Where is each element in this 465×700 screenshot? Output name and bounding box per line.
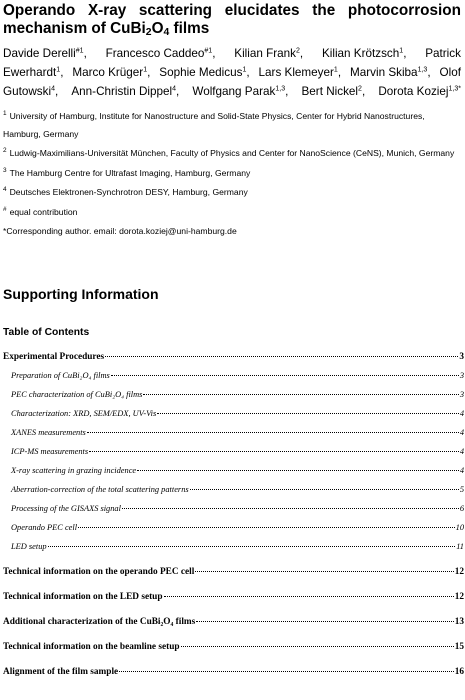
toc-page-number: 5 [459, 485, 464, 494]
toc-leader-dots [87, 432, 459, 433]
paper-title [3, 2, 461, 38]
author-affiliation-mark: 1,3 [275, 85, 286, 93]
toc-entry-title: Aberration-correction of the total scattering patterns [11, 485, 189, 494]
toc-entry-title: X-ray scattering in grazing incidence [11, 466, 137, 475]
affiliation-text: The Hamburg Centre for Ultrafast Imaging, Hamburg, Germany [9, 167, 251, 178]
author-separator: , [299, 47, 304, 60]
toc-entry[interactable] [3, 617, 464, 636]
toc-entry-title: ICP-MS measurements [11, 447, 89, 456]
author [322, 44, 406, 63]
corresponding-author: *Corresponding author. email: dorota.koziej@uni-hamburg.de [3, 226, 237, 236]
author-separator: , [147, 66, 151, 79]
author-name: Kilian Krötzsch [321, 47, 400, 60]
toc-page-number: 3 [459, 390, 464, 399]
author-line [3, 44, 461, 63]
author-affiliation-mark: 1 [56, 66, 61, 74]
author [302, 82, 366, 101]
title-text: mechanism of CuBi [3, 20, 146, 37]
title-subscript: 2 [145, 27, 152, 39]
author-name: Marvin Skiba [350, 66, 418, 79]
author-line [3, 63, 461, 82]
toc-page-number: 12 [454, 592, 464, 602]
toc-entry[interactable] [3, 466, 464, 485]
author-line [3, 82, 461, 101]
toc-entry[interactable] [3, 504, 464, 523]
toc-entry-title: Technical information on the operando PEC cell [3, 567, 195, 577]
author-name: Patrick [425, 47, 461, 60]
affiliation-number: 1 [3, 110, 7, 118]
toc-entry[interactable] [3, 409, 464, 428]
title-word: scattering [138, 2, 213, 19]
author [72, 63, 150, 82]
equal-text: equal contribution [9, 206, 78, 217]
author-separator: , [337, 66, 342, 79]
toc-leader-dots [196, 621, 453, 622]
toc-page-number: 12 [454, 567, 464, 577]
toc-entry[interactable] [3, 567, 464, 586]
affiliation-text: Ludwig-Maximilians-Universität München, Faculty of Physics and Center for NanoScience (CeNS), Munich, Germany [9, 148, 455, 158]
author-affiliation-mark: 4 [172, 85, 176, 93]
equal-mark: # [3, 205, 7, 213]
toc-entry[interactable] [3, 592, 464, 611]
toc-page-number: 3 [459, 352, 464, 362]
table-of-contents [3, 352, 464, 686]
author-separator: , [403, 47, 407, 60]
title-word: elucidates [224, 2, 300, 19]
toc-entry-title: Experimental Procedures [3, 352, 105, 362]
affiliation-list [3, 108, 461, 202]
author-name: Ewerhardt [3, 66, 57, 79]
author-affiliation-mark: 1,3 [417, 66, 428, 74]
affiliation-text: Deutsches Elektronen-Synchrotron DESY, Hamburg, Germany [9, 187, 248, 197]
author-affiliation-mark: 1 [399, 47, 404, 55]
toc-leader-dots [111, 375, 459, 376]
toc-entry-title: Additional characterization of the CuBi₂O₄ films [3, 617, 196, 627]
author-separator: , [427, 66, 431, 79]
title-word: the [312, 2, 336, 19]
author-separator: , [212, 47, 216, 60]
toc-entry[interactable] [3, 542, 464, 561]
toc-page-number: 4 [459, 447, 464, 456]
author-affiliation-mark: 1 [242, 66, 247, 74]
author [106, 44, 216, 63]
author [440, 63, 461, 82]
toc-leader-dots [89, 451, 459, 452]
toc-page-number: 6 [459, 504, 464, 513]
author [350, 63, 431, 82]
toc-entry-title: Preparation of CuBi₂O₄ films [11, 371, 110, 380]
author-name: Bert Nickel [301, 85, 359, 98]
toc-page-number: 3 [459, 371, 464, 380]
toc-page-number: 4 [459, 409, 464, 418]
toc-leader-dots [105, 356, 458, 357]
author-name: Francesco Caddeo [105, 47, 205, 60]
toc-entry[interactable] [3, 352, 464, 371]
author-name: Olof [439, 66, 461, 79]
author-name: Gutowski [3, 85, 52, 98]
toc-entry-title: Alignment of the film sample [3, 667, 119, 677]
toc-entry-title: Operando PEC cell [11, 523, 78, 532]
toc-leader-dots [181, 646, 454, 647]
affiliation-text: University of Hamburg, Institute for Nanostructure and Solid-State Physics, Center for Hybrid Nanostructures, Hamburg, Germany [3, 111, 425, 139]
author-separator: , [83, 47, 87, 60]
author-affiliation-mark: 1 [143, 66, 148, 74]
toc-entry-title: Technical information on the LED setup [3, 592, 163, 602]
affiliation-number: 2 [3, 147, 7, 155]
author-affiliation-mark: 1 [333, 66, 338, 74]
author-affiliation-mark: 4 [51, 85, 55, 93]
author-affiliation-mark: #1 [75, 47, 84, 55]
affiliation [3, 145, 461, 163]
toc-page-number: 13 [454, 617, 464, 627]
author [234, 44, 303, 63]
author-name: Sophie Medicus [159, 66, 243, 79]
author-separator: , [175, 85, 180, 98]
author-name: Lars Klemeyer [258, 66, 334, 79]
title-line-1 [3, 2, 461, 20]
affiliations [3, 108, 461, 243]
toc-page-number: 4 [459, 428, 464, 437]
author-affiliation-mark: 1,3* [448, 85, 461, 93]
author-name: Wolfgang Parak [192, 85, 276, 98]
toc-page-number: 10 [455, 523, 464, 532]
author-separator: , [246, 66, 250, 79]
author [378, 82, 461, 101]
title-word: X-ray [87, 2, 127, 19]
toc-entry[interactable] [3, 447, 464, 466]
title-word: Operando [3, 2, 76, 19]
toc-entry[interactable] [3, 390, 464, 409]
author-affiliation-mark: 2 [358, 85, 362, 93]
toc-page-number: 11 [456, 542, 464, 551]
toc-entry[interactable] [3, 485, 464, 504]
author [259, 63, 342, 82]
author-list [3, 44, 461, 101]
author-separator: , [60, 66, 64, 79]
toc-heading: Table of Contents [3, 327, 90, 338]
author-name: Davide Derelli [3, 47, 76, 60]
author [71, 82, 179, 101]
author-affiliation-mark: #1 [204, 47, 213, 55]
title-text: O [151, 20, 164, 37]
toc-page-number: 16 [454, 667, 464, 677]
toc-entry[interactable] [3, 667, 464, 686]
author [425, 44, 461, 63]
toc-leader-dots [164, 596, 454, 597]
toc-leader-dots [157, 413, 459, 414]
toc-entry[interactable] [3, 428, 464, 447]
author-name: Marco Krüger [72, 66, 144, 79]
affiliation [3, 108, 461, 143]
title-line-2 [3, 20, 461, 38]
toc-entry-title: Processing of the GISAXS signal [11, 504, 121, 513]
toc-leader-dots [195, 571, 453, 572]
author-affiliation-mark: 2 [296, 47, 300, 55]
toc-leader-dots [190, 489, 459, 490]
title-text: films [169, 20, 210, 37]
author [159, 63, 249, 82]
toc-entry-title: LED setup [11, 542, 47, 551]
affiliation-number: 4 [3, 186, 7, 194]
toc-entry[interactable] [3, 523, 464, 542]
affiliation [3, 165, 461, 183]
author [3, 63, 63, 82]
equal-contribution-note [3, 204, 461, 222]
author [3, 44, 87, 63]
toc-entry-title: PEC characterization of CuBi₂O₄ films [11, 390, 143, 399]
author-name: Dorota Koziej [378, 85, 449, 98]
toc-entry[interactable] [3, 642, 464, 661]
toc-leader-dots [143, 394, 458, 395]
toc-page-number: 15 [454, 642, 464, 652]
title-subscript: 4 [163, 27, 170, 39]
author-separator: , [361, 85, 366, 98]
toc-leader-dots [137, 470, 459, 471]
toc-entry-title: Technical information on the beamline setup [3, 642, 180, 652]
toc-entry[interactable] [3, 371, 464, 390]
toc-leader-dots [122, 508, 459, 509]
title-word: photocorrosion [347, 2, 461, 19]
author-separator: , [285, 85, 289, 98]
author-name: Ann-Christin Dippel [71, 85, 173, 98]
toc-entry-title: Characterization: XRD, SEM/EDX, UV-Vis [11, 409, 157, 418]
author-name: Kilian Frank [234, 47, 296, 60]
toc-leader-dots [48, 546, 456, 547]
author [3, 82, 58, 101]
toc-leader-dots [78, 527, 455, 528]
supporting-information-heading: Supporting Information [3, 286, 159, 302]
affiliation [3, 184, 461, 202]
author [192, 82, 288, 101]
affiliation-number: 3 [3, 166, 7, 174]
toc-page-number: 4 [459, 466, 464, 475]
author-separator: , [54, 85, 59, 98]
toc-entry-title: XANES measurements [11, 428, 86, 437]
toc-leader-dots [119, 671, 454, 672]
